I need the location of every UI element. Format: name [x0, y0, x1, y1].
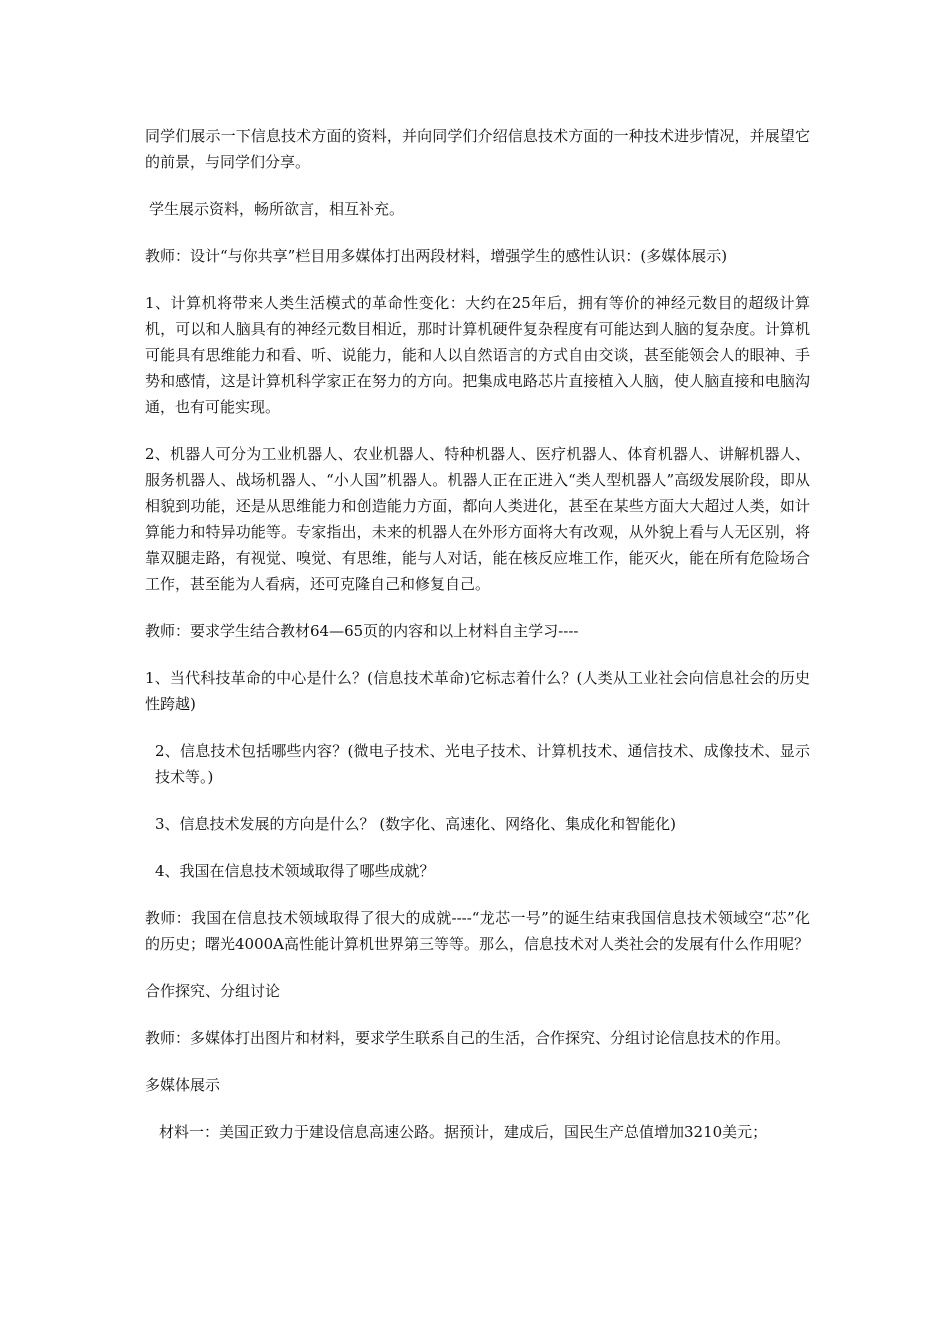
paragraph-material-robot: 2、机器人可分为工业机器人、农业机器人、特种机器人、医疗机器人、体育机器人、讲解机器人、服务机器人、战场机器人、“小人国”机器人。机器人正在正进入“类人型机器人”高级发展阶段，即从相貌到功能，还是从思维能力和创造能力方面，都向人类进化，甚至在某些方面大大超过人类，如计算能力和特异功能等。专家指出，未来的机器人在外形方面将大有改观，从外貌上看与人无区别，将靠双腿走路，有视觉、嗅觉、有思维，能与人对话，能在核反应堆工作，能灭火，能在所有危险场合工作，甚至能为人看病，还可克隆自己和修复自己。	[145, 445, 810, 593]
paragraph-student-share: 学生展示资料，畅所欲言，相互补充。	[149, 200, 405, 218]
paragraph-teacher-self-study: 教师：要求学生结合教材64—65页的内容和以上材料自主学习----	[145, 622, 579, 640]
paragraph-teacher-achievements: 教师：我国在信息技术领域取得了很大的成就----“龙芯一号”的诞生结束我国信息技术领域空“芯”化的历史；曙光4000A高性能计算机世界第三等等。那么，信息技术对人类社会的发展有什么作用呢？	[145, 909, 810, 953]
paragraph-material-one: 材料一：美国正致力于建设信息高速公路。据预计，建成后，国民生产总值增加3210美元；	[159, 1123, 768, 1141]
paragraph-cooperative-heading: 合作探究、分组讨论	[145, 982, 281, 1000]
paragraph-multimedia-heading: 多媒体展示	[145, 1076, 221, 1094]
paragraph-question-4: 4、我国在信息技术领域取得了哪些成就？	[155, 862, 435, 880]
paragraph-question-3: 3、信息技术发展的方向是什么？ (数字化、高速化、网络化、集成化和智能化)	[155, 815, 677, 833]
paragraph-material-computer: 1、计算机将带来人类生活模式的革命性变化：大约在25年后，拥有等价的神经元数目的超级计算机，可以和人脑具有的神经元数目相近，那时计算机硬件复杂程度有可能达到人脑的复杂度。计算机可能具有思维能力和看、听、说能力，能和人以自然语言的方式自由交谈，甚至能领会人的眼神、手势和感情，这是计算机科学家正在努力的方向。把集成电路芯片直接植入人脑，使人脑直接和电脑沟通，也有可能实现。	[145, 294, 810, 416]
paragraph-intro: 同学们展示一下信息技术方面的资料，并向同学们介绍信息技术方面的一种技术进步情况，并展望它的前景，与同学们分享。	[145, 127, 810, 171]
paragraph-teacher-share: 教师：设计“与你共享”栏目用多媒体打出两段材料，增强学生的感性认识：(多媒体展示)	[145, 247, 728, 265]
paragraph-question-1: 1、当代科技革命的中心是什么？(信息技术革命)它标志着什么？(人类从工业社会向信息社会的历史性跨越)	[145, 669, 810, 713]
paragraph-question-2: 2、信息技术包括哪些内容？(微电子技术、光电子技术、计算机技术、通信技术、成像技术、显示技术等。)	[155, 742, 810, 786]
paragraph-teacher-multimedia: 教师：多媒体打出图片和材料，要求学生联系自己的生活，合作探究、分组讨论信息技术的作用。	[145, 1029, 791, 1047]
document-body	[145, 123, 810, 1166]
